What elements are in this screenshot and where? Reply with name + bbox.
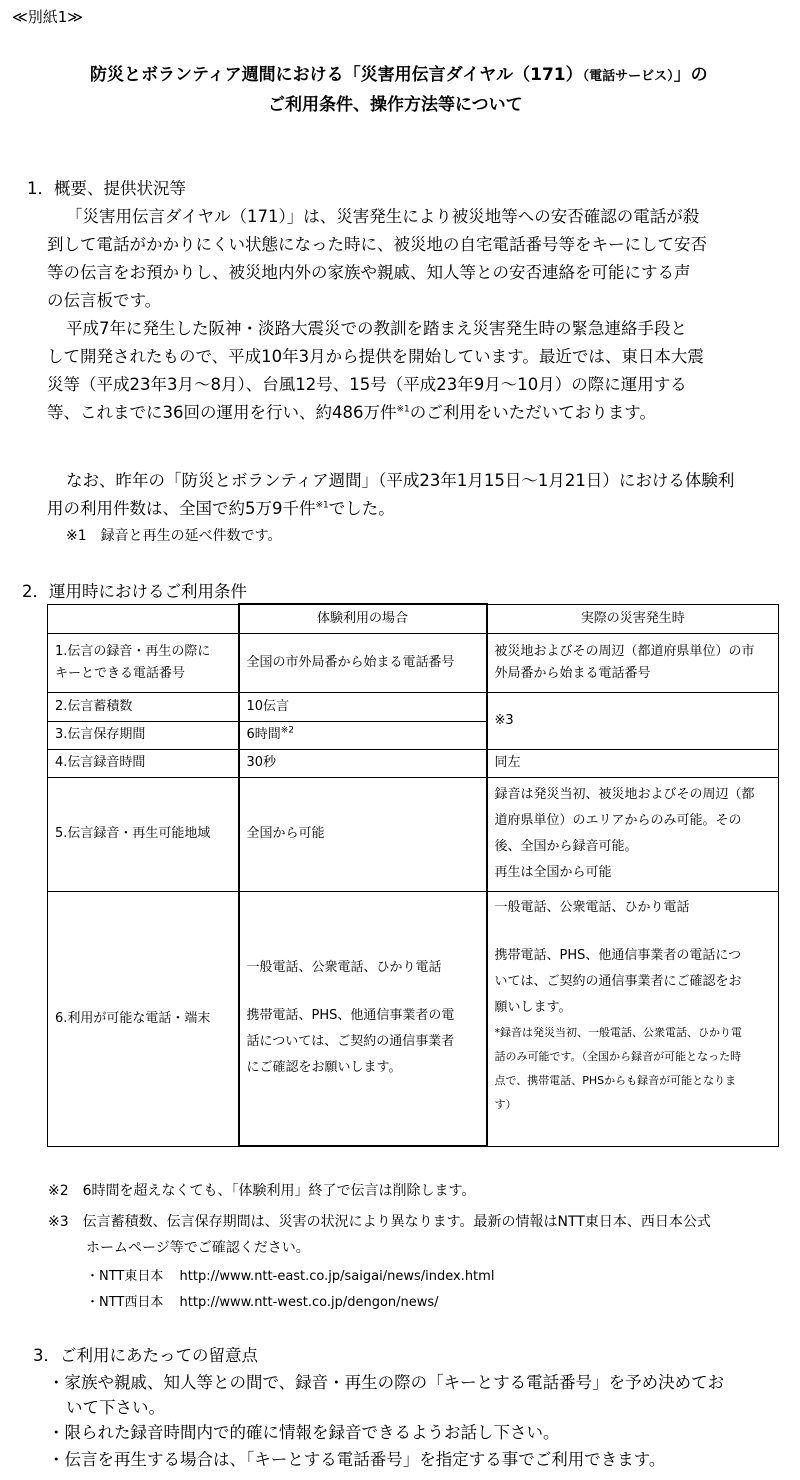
table-row <box>48 777 779 891</box>
section1-para2-line2: して開発されたもので、平成10年3月から提供を開始しています。最近では、東日本大震 <box>47 347 704 366</box>
document-title-line1 <box>90 60 708 85</box>
row6-actual-note3: 点で、携帯電話、PHSからも録音が可能となりま <box>494 1073 737 1087</box>
note-1: ※1 録音と再生の延べ件数です。 <box>66 528 282 544</box>
footnote-ref-2: ※2 <box>280 725 295 736</box>
column-header-actual: 実際の災害発生時 <box>487 604 779 633</box>
section1-para1-line3: 等の伝言をお預かりし、被災地内外の家族や親戚、知人等との安否連絡を可能にする声 <box>47 263 691 282</box>
title-line1-part-a: 防災とボランティア週間における「災害用伝言ダイヤル（171） <box>90 65 583 85</box>
table-row <box>48 749 779 777</box>
table-row <box>48 633 779 692</box>
document-title-line2: ご利用条件、操作方法等について <box>268 95 523 115</box>
row6-actual-cell <box>487 891 779 1146</box>
row6-actual-line2: 携帯電話、PHS、他通信事業者の電話につ <box>494 947 742 963</box>
row2-trial-cell: 10伝言 <box>239 692 487 721</box>
row6-actual-line3: いては、ご契約の通信事業者にご確認をお <box>494 973 742 989</box>
row6-actual-line4: 願いします。 <box>494 999 572 1015</box>
link-url-east[interactable]: http://www.ntt-east.co.jp/saigai/news/index.html <box>179 1269 495 1284</box>
row4-trial-cell: 30秒 <box>239 749 487 777</box>
section1-para2-line4 <box>47 399 656 423</box>
table-corner-cell <box>48 604 239 633</box>
row6-actual-note4: す） <box>494 1097 517 1111</box>
row-label-recording-time: 4.伝言録音時間 <box>48 749 239 777</box>
section1-heading: 1．概要、提供状況等 <box>27 179 186 198</box>
row1-actual-line2: 外局番から始まる電話番号 <box>494 665 651 681</box>
title-line1-part-b: 」の <box>673 65 708 85</box>
row6-actual-line1: 一般電話、公衆電話、ひかり電話 <box>494 899 690 915</box>
link-label-west: ・NTT西日本 <box>86 1295 164 1310</box>
table-row <box>48 692 779 721</box>
note-2: ※2 6時間を超えなくても、「体験利用」終了で伝言は削除します。 <box>48 1183 476 1199</box>
row5-actual-line4: 再生は全国から可能 <box>494 865 612 880</box>
row1-actual-cell <box>487 633 779 692</box>
row6-trial-line2: 携帯電話、PHS、他通信事業者の電 <box>246 1008 455 1024</box>
row5-trial-cell: 全国から可能 <box>239 777 487 891</box>
row6-actual-note2: 話のみ可能です。（全国から録音が可能となった時 <box>494 1049 742 1063</box>
title-line1-small: （電話サービス） <box>582 69 674 84</box>
note-3-line1: ※3 伝言蓄積数、伝言保存期間は、災害の状況により異なります。最新の情報はNTT東日本、西日本公式 <box>48 1214 711 1230</box>
para3-line2-b: でした。 <box>328 499 395 518</box>
section1-para1-line4: の伝言板です。 <box>47 291 162 310</box>
row5-actual-line2: 道府県単位）のエリアからのみ可能。その <box>494 813 742 828</box>
row6-trial-line4: にご確認をお願いします。 <box>246 1060 402 1076</box>
section3-item1-line2: いて下さい。 <box>66 1398 165 1417</box>
row1-actual-line1: 被災地およびその周辺（都道府県単位）の市 <box>494 643 755 659</box>
section1-para3-line2 <box>47 495 395 519</box>
section3-item2: ・限られた録音時間内で的確に情報を録音できるようお話し下さい。 <box>48 1423 560 1442</box>
section1-para2-line3: 災等（平成23年3月～8月）、台風12号、15号（平成23年9月～10月）の際に運用する <box>47 375 687 394</box>
row3-trial-cell <box>239 721 487 749</box>
row-label-storage-count: 2.伝言蓄積数 <box>48 692 239 721</box>
link-label-east: ・NTT東日本 <box>86 1269 164 1284</box>
link-row-west <box>86 1291 439 1310</box>
row-label-key-number <box>48 633 239 692</box>
row1-label-line1: 1.伝言の録音・再生の際に <box>55 643 211 659</box>
row2-3-actual-cell: ※3 <box>487 692 779 749</box>
section1-para2-line1: 平成7年に発生した阪神・淡路大震災での教訓を踏まえ災害発生時の緊急連絡手段と <box>66 319 687 338</box>
row5-actual-line1: 録音は発災当初、被災地およびその周辺（都 <box>494 787 755 802</box>
section3-heading: 3．ご利用にあたっての留意点 <box>33 1346 258 1365</box>
row1-label-line2: キーとできる電話番号 <box>55 665 186 681</box>
section3-item1-line1: ・家族や親戚、知人等との間で、録音・再生の際の「キーとする電話番号」を予め決めてお <box>48 1373 725 1392</box>
conditions-table <box>47 603 779 1147</box>
row5-actual-cell <box>487 777 779 891</box>
row-label-terminals: 6.利用が可能な電話・端末 <box>48 891 239 1146</box>
table-row <box>48 891 779 1146</box>
row-label-area: 5.伝言録音・再生可能地域 <box>48 777 239 891</box>
row1-trial-cell: 全国の市外局番から始まる電話番号 <box>239 633 487 692</box>
column-header-trial: 体験利用の場合 <box>239 604 487 633</box>
section1-para1-line1: 「災害用伝言ダイヤル（171）」は、災害発生により被災地等への安否確認の電話が殺 <box>66 207 700 226</box>
note-3-line2: ホームページ等でご確認ください。 <box>86 1240 310 1256</box>
section1-para3-line1: なお、昨年の「防災とボランティア週間」（平成23年1月15日～1月21日）における体験利 <box>66 471 735 490</box>
row3-trial-text: 6時間 <box>246 727 281 742</box>
section3-item3: ・伝言を再生する場合は、「キーとする電話番号」を指定する事でご利用できます。 <box>48 1450 666 1469</box>
row4-actual-cell: 同左 <box>487 749 779 777</box>
row6-actual-note1: *録音は発災当初、一般電話、公衆電話、ひかり電 <box>494 1025 742 1039</box>
link-row-east <box>86 1265 494 1284</box>
row6-trial-line3: 話については、ご契約の通信事業者 <box>246 1034 455 1050</box>
row6-trial-cell <box>239 891 487 1146</box>
attachment-label: ≪別紙1≫ <box>12 8 83 26</box>
link-url-west[interactable]: http://www.ntt-west.co.jp/dengon/news/ <box>179 1295 439 1310</box>
section2-heading: 2．運用時におけるご利用条件 <box>22 582 247 601</box>
footnote-ref-1: ※1 <box>396 404 410 415</box>
row5-actual-line3: 後、全国から録音可能。 <box>494 839 638 854</box>
para2-last-b: のご利用をいただいております。 <box>409 403 656 422</box>
row-label-storage-period: 3.伝言保存期間 <box>48 721 239 749</box>
footnote-ref-1b: ※1 <box>315 500 329 511</box>
row6-trial-line1: 一般電話、公衆電話、ひかり電話 <box>246 960 442 976</box>
para2-last-a: 等、これまでに36回の運用を行い、約486万件 <box>47 403 397 422</box>
para3-line2-a: 用の利用件数は、全国で約5万9千件 <box>47 499 316 518</box>
section1-para1-line2: 到して電話がかかりにくい状態になった時に、被災地の自宅電話番号等をキーにして安否 <box>47 235 707 254</box>
